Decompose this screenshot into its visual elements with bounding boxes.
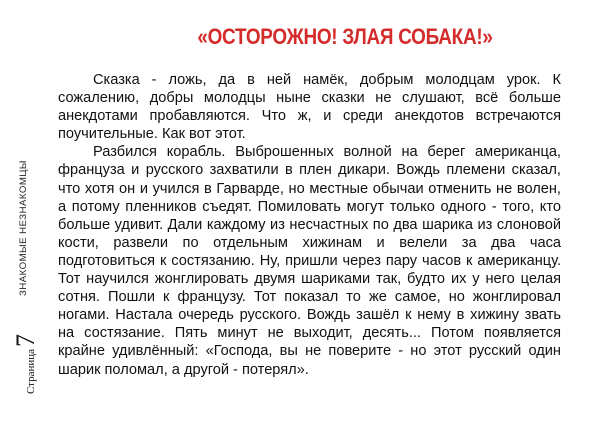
paragraph: Сказка - ложь, да в ней намёк, добрым молодцам урок. К сожалению, добры молодцы ныне сказки не слушают, всё больше анекдотами пробавляются. Что ж, и среди анекдотов встречаются поучительные. Как вот этот. [58, 72, 561, 143]
page-number [12, 324, 40, 404]
paragraph: Разбился корабль. Выброшенных волной на берег американца, француза и русского захватили в плен дикари. Вождь племени сказал, что хотя он и учился в Гарварде, но местные обычаи отменить не волен, а потому пленников съедят. Помиловать могут только одного - того, кто больше удивит. Дали каждому из несчастных по два шарика из слоновой кости, развели по отдельным хижинам и велели за два часа подготовиться к состязанию. Ну, пришли через пару часов к американцу. Тот научился жонглировать двумя шариками так, будто их у него целая сотня. Пошли к французу. Тот показал то же самое, но жонглировал ногами. Настала очередь русского. Вождь зашёл к нему в хижину звать на состязание. Пять минут не выходит, десять... Потом появляется крайне удивлённый: «Господа, вы не поверите - но этот русский один шарик поломал, а другой - потерял». [58, 144, 561, 378]
article-body [58, 71, 561, 379]
article-title: «ОСТОРОЖНО! ЗЛАЯ СОБАКА!» [197, 24, 493, 49]
page-number-value: 7 [11, 333, 40, 347]
running-header: ЗНАКОМЫЕ НЕЗНАКОМЦЫ [18, 160, 29, 296]
page-number-label: Страница [25, 348, 37, 395]
